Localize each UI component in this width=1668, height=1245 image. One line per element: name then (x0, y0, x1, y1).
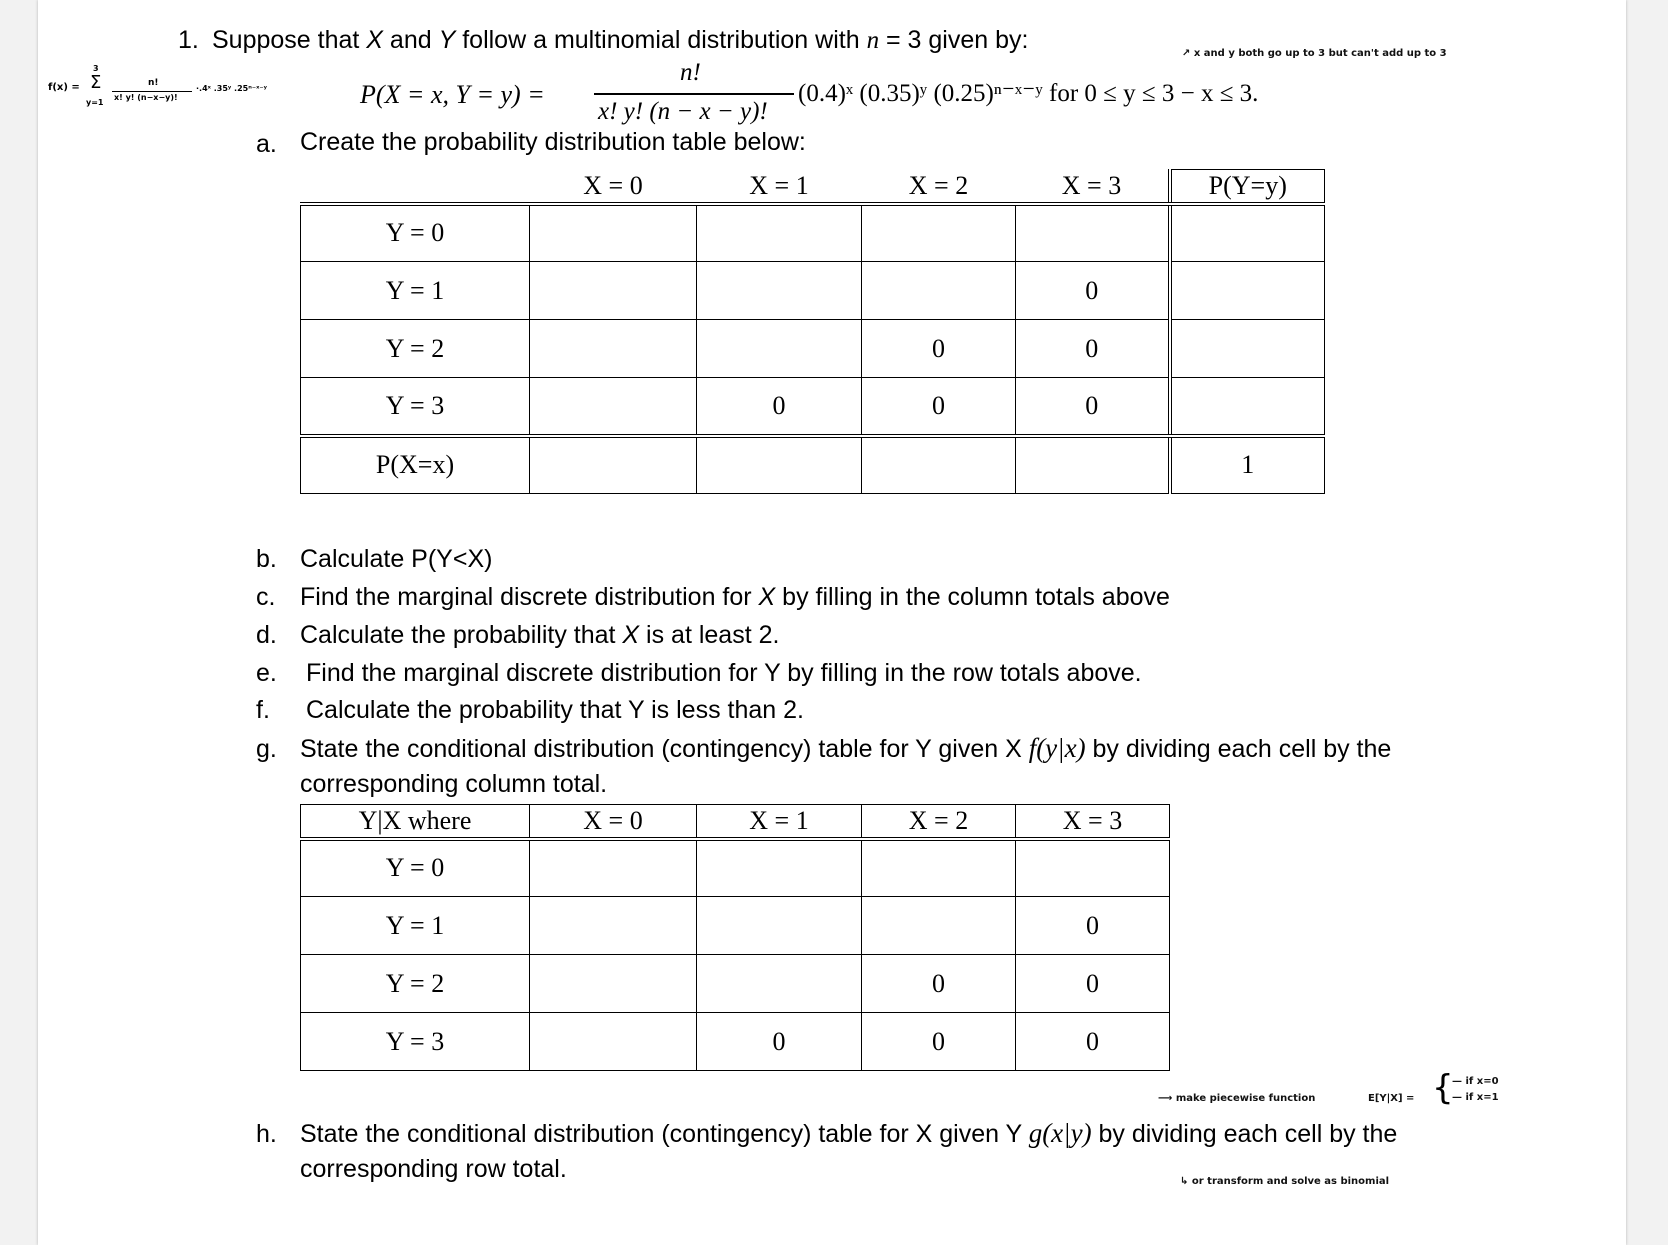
table-cell (1170, 378, 1325, 436)
formula-denominator: x! y! (n − x − y)! (598, 98, 768, 125)
part-f-label: f. (256, 696, 270, 724)
table-cell (1016, 204, 1170, 262)
table-cell (1170, 320, 1325, 378)
table-cell (862, 897, 1016, 955)
table-cell: 0 (1016, 262, 1170, 320)
note-denominator: x! y! (n−x−y)! (114, 93, 178, 102)
table-cell (530, 897, 697, 955)
table-cell (530, 378, 697, 436)
probability-table (300, 169, 1325, 494)
row-label: Y = 1 (301, 262, 530, 320)
question-number: 1. (178, 26, 199, 54)
arrow-icon: ↗ (1182, 48, 1191, 59)
table-cell (697, 897, 862, 955)
table-cell: 0 (1016, 1013, 1170, 1071)
question-intro: Suppose that X and Y follow a multinomial distribution with n = 3 given by: (212, 26, 1029, 54)
table-cell (530, 320, 697, 378)
header-cell: X = 1 (697, 170, 862, 204)
part-a-text: Create the probability distribution table below: (300, 128, 806, 156)
note-expectation: E[Y|X] = (1368, 1093, 1415, 1104)
note-case-2: — if x=1 (1452, 1092, 1499, 1103)
part-h-text: State the conditional distribution (contingency) table for X given Y g(x|y) by dividing each cell by the (300, 1118, 1398, 1148)
table-cell (697, 839, 862, 897)
table-cell (530, 436, 697, 494)
table-cell (530, 262, 697, 320)
table-cell (530, 204, 697, 262)
table-cell: 0 (1016, 955, 1170, 1013)
arrow-icon: ⟶ (1158, 1093, 1173, 1104)
table-cell (1016, 436, 1170, 494)
header-cell: X = 0 (530, 170, 697, 204)
part-f-text: Calculate the probability that Y is less than 2. (306, 696, 804, 724)
table-cell (1170, 262, 1325, 320)
table-row (301, 955, 1170, 1013)
table-row (301, 839, 1170, 897)
note-fx: f(x) = (48, 82, 80, 93)
table-row (301, 204, 1325, 262)
table-cell (862, 262, 1016, 320)
table-cell (697, 262, 862, 320)
header-cell: X = 3 (1016, 170, 1170, 204)
part-g-label: g. (256, 735, 277, 763)
part-d-label: d. (256, 621, 277, 649)
header-cell (301, 170, 530, 204)
note-case-1: — if x=0 (1452, 1076, 1499, 1087)
conditional-table-y-given-x (300, 804, 1170, 1071)
part-e-text: Find the marginal discrete distribution for Y by filling in the row totals above. (306, 659, 1142, 687)
header-cell: X = 2 (862, 170, 1016, 204)
row-label: Y = 3 (301, 1013, 530, 1071)
table-cell (697, 320, 862, 378)
table-total-row (301, 436, 1325, 494)
table-row (301, 378, 1325, 436)
part-b-text: Calculate P(Y<X) (300, 545, 493, 573)
note-sum-bottom: y=1 (86, 98, 104, 107)
table-cell: 0 (862, 1013, 1016, 1071)
part-c-text: Find the marginal discrete distribution for X by filling in the column totals above (300, 583, 1170, 611)
row-label: Y = 0 (301, 839, 530, 897)
part-h-text-line2: corresponding row total. (300, 1155, 567, 1183)
formula-lhs: P(X = x, Y = y) = (360, 80, 545, 109)
table-row (301, 897, 1170, 955)
formula-fraction-bar (594, 93, 794, 95)
formula-numerator: n! (680, 59, 701, 86)
table-cell (697, 204, 862, 262)
table-cell (1016, 839, 1170, 897)
document-page (38, 0, 1626, 1245)
table-cell (862, 436, 1016, 494)
row-label: Y = 3 (301, 378, 530, 436)
table-header-row (301, 170, 1325, 204)
note-numerator: n! (148, 78, 159, 88)
row-label: Y = 2 (301, 320, 530, 378)
header-cell: X = 1 (697, 805, 862, 839)
table-cell: 0 (862, 378, 1016, 436)
table-cell: 0 (1016, 320, 1170, 378)
arrow-icon: ↳ (1180, 1176, 1189, 1187)
table-cell: 0 (862, 955, 1016, 1013)
table-cell (1170, 204, 1325, 262)
note-top: ↗ x and y both go up to 3 but can't add up to 3 (1182, 48, 1447, 59)
part-e-label: e. (256, 659, 277, 687)
row-label: Y = 1 (301, 897, 530, 955)
header-cell: P(Y=y) (1170, 170, 1325, 204)
table-cell: 0 (697, 378, 862, 436)
header-cell: X = 0 (530, 805, 697, 839)
header-cell: X = 3 (1016, 805, 1170, 839)
note-sum-symbol: Σ (90, 72, 102, 93)
part-b-label: b. (256, 545, 277, 573)
row-label: P(X=x) (301, 436, 530, 494)
header-cell: X = 2 (862, 805, 1016, 839)
table-cell (530, 1013, 697, 1071)
table-cell (862, 204, 1016, 262)
part-g-text: State the conditional distribution (contingency) table for Y given X f(y|x) by dividing each cell by the (300, 733, 1392, 763)
table-cell (862, 839, 1016, 897)
table-cell: 0 (1016, 378, 1170, 436)
part-c-label: c. (256, 583, 276, 611)
part-g-text-line2: corresponding column total. (300, 770, 608, 798)
note-sum-top: 3 (93, 64, 99, 73)
note-binomial: ↳ or transform and solve as binomial (1180, 1176, 1390, 1187)
table-cell (697, 436, 862, 494)
row-label: Y = 0 (301, 204, 530, 262)
table-cell (697, 955, 862, 1013)
table-cell: 0 (862, 320, 1016, 378)
part-h-label: h. (256, 1120, 277, 1148)
formula-rhs: (0.4)ˣ (0.35)ʸ (0.25)ⁿ⁻ˣ⁻ʸ for 0 ≤ y ≤ 3 − x ≤ 3. (798, 80, 1259, 107)
table-header-row (301, 805, 1170, 839)
part-d-text: Calculate the probability that X is at least 2. (300, 621, 780, 649)
table-cell: 1 (1170, 436, 1325, 494)
table-cell: 0 (697, 1013, 862, 1071)
table-row (301, 320, 1325, 378)
note-fraction-bar (112, 91, 192, 92)
header-cell: Y|X where (301, 805, 530, 839)
brace-icon: { (1432, 1068, 1454, 1108)
note-tail: ·.4ˣ .35ʸ .25ⁿ⁻ˣ⁻ʸ (196, 84, 267, 93)
note-piecewise: ⟶ make piecewise function (1158, 1093, 1316, 1104)
table-cell: 0 (1016, 897, 1170, 955)
row-label: Y = 2 (301, 955, 530, 1013)
table-row (301, 262, 1325, 320)
part-a-label: a. (256, 130, 277, 158)
table-row (301, 1013, 1170, 1071)
table-cell (530, 955, 697, 1013)
table-cell (530, 839, 697, 897)
